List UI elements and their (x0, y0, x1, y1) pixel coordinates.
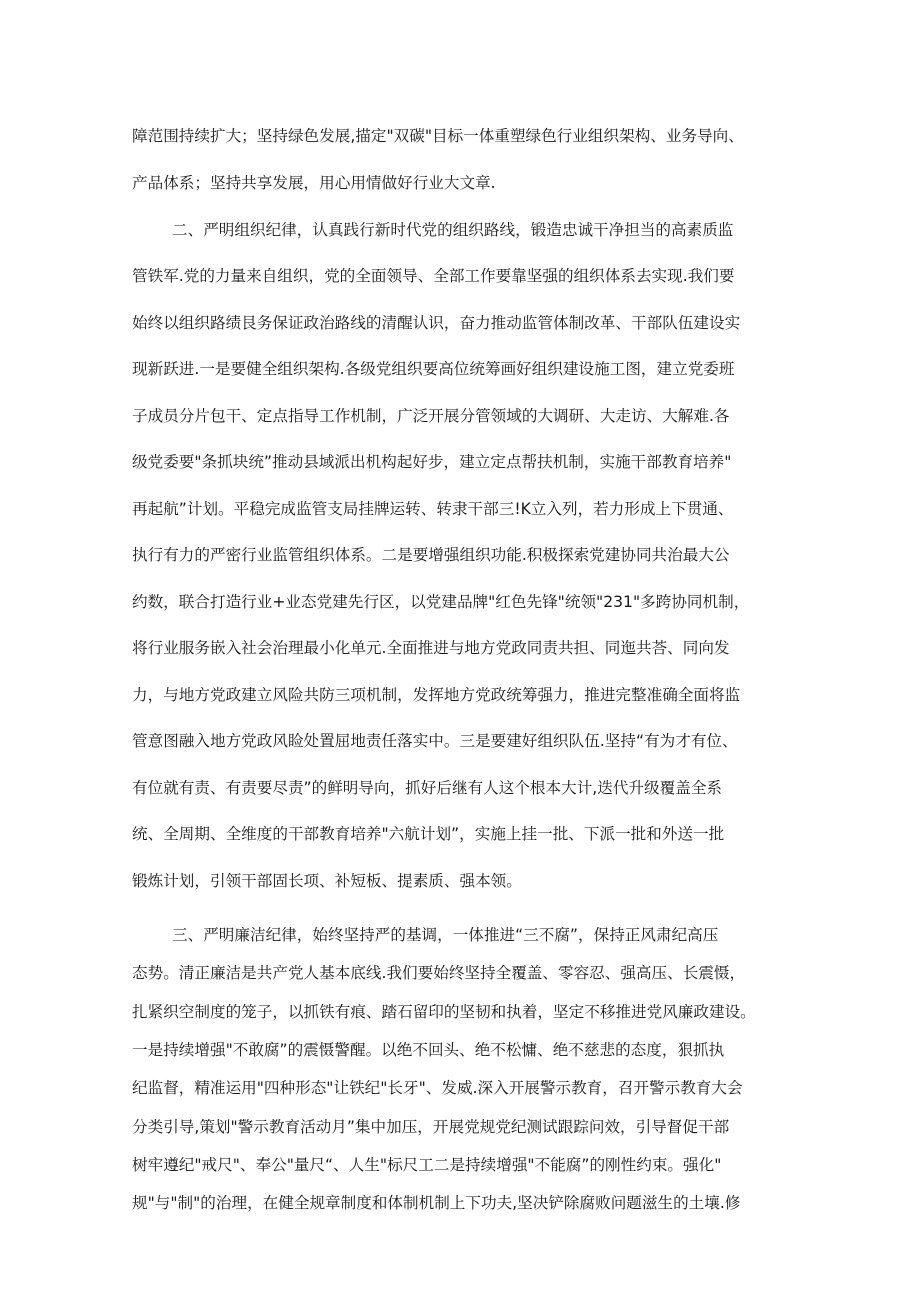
section-heading-line: 二、严明组织纪律，认真践行新时代党的组织路线，锻造忠诚干净担当的高素质监 (172, 221, 734, 239)
text-line: 有位就有责、有责要尽责”的鲜明导向，抓好后继有人这个根本大计,迭代升级覆盖全系 (132, 779, 723, 797)
text-line: 分类引导,策划"警示教育活动月”集中加压，开展党规党纪测试跟踪问效，引导督促干部 (132, 1118, 730, 1136)
text-line: 再起航”计划。平稳完成监管支局挂牌运转、转隶干部三!K立入列，若力形成上下贯通、 (132, 500, 734, 518)
section-heading-line: 三、严明廉洁纪律，始终坚持严的基调，一体推进“三不腐”，保持正风肃纪高压 (172, 926, 719, 944)
text-line: 态势。清正廉洁是共产党人基本底线.我们要始终坚持全覆盖、零容忍、强高压、长震慑， (132, 964, 746, 982)
text-line: 锻炼计划，引领干部固长项、补短板、提素质、强本领。 (132, 872, 522, 890)
text-line: 统、全周期、全维度的干部教育培养"六航计划”，实施上挂一批、下派一批和外送一批 (132, 825, 725, 843)
text-line: 力，与地方党政建立风险共防三项机制，发挥地方党政统筹强力，推进完整准确全面将监 (132, 686, 741, 704)
text-line: 子成员分片包干、定点指导工作机制，广泛开展分管领域的大调研、大走访、大解难.各 (132, 407, 730, 425)
text-line: 规"与"制"的治理，在健全规章制度和体制机制上下功夫,坚决铲除腐败问题滋生的土壤.修 (132, 1194, 741, 1212)
text-line: 扎紧织空制度的笼子，以抓铁有痕、踏石留印的坚韧和执着，坚定不移推进党风廉政建设。 (132, 1003, 756, 1021)
text-line: 始终以组织路绩艮务保证政治路线的清醒认识，奋力推动监管体制改革、干部队伍建设实 (132, 314, 741, 332)
text-line: 执行有力的严密行业监管组织体系。二是要增强组织功能.积极探索党建协同共治最大公 (132, 546, 730, 564)
text-line: 一是持续增强"不敢腐”的震慑警醒。以绝不回头、绝不松慵、绝不慈悲的态度，狠抓执 (132, 1041, 725, 1059)
text-line: 管铁军.党的力量来自组织，党的全面领导、全部工作要靠坚强的组织体系去实现.我们要 (132, 267, 735, 285)
text-line: 树牢遵纪"戒尺"、奉公"量尺“、人生"标尺工二是持续增强"不能腐”的刚性约束。强化" (132, 1156, 722, 1174)
text-line: 级党委要"条抓块统”推动县域派出机构起好步，建立定点帮扶机制，实施干部教育培养" (132, 453, 732, 471)
text-line: 管意图融入地方党政风睑处置屈地责任落实中。三是要建好组织队伍.坚持“有为才有位、 (132, 732, 738, 750)
text-line: 产品体系；坚持共享发展，用心用情做好行业大文章. (132, 174, 496, 192)
text-line: 将行业服务嵌入社会治理最小化单元.全面推进与地方党政同责共担、同迤共荅、同向发 (132, 639, 730, 657)
text-line: 纪监督，精准运用"四种形态"让铁纪"长牙"、发威.深入开展警示教育，召开警示教育大会 (132, 1079, 743, 1097)
text-line: 现新跃进.一是要健全组织架构.各级党组织要高位统筹画好组织建设施工图，建立党委班 (132, 360, 735, 378)
text-line: 约数，联合打造行业+业态党建先行区，以党建品牌"红色先锋"统领"231"多跨协同机制， (132, 593, 750, 611)
text-line: 障范围持续扩大；坚持绿色发展,描定"双碳"目标一体重塑绿色行业组织架构、业务导向、 (132, 127, 744, 145)
